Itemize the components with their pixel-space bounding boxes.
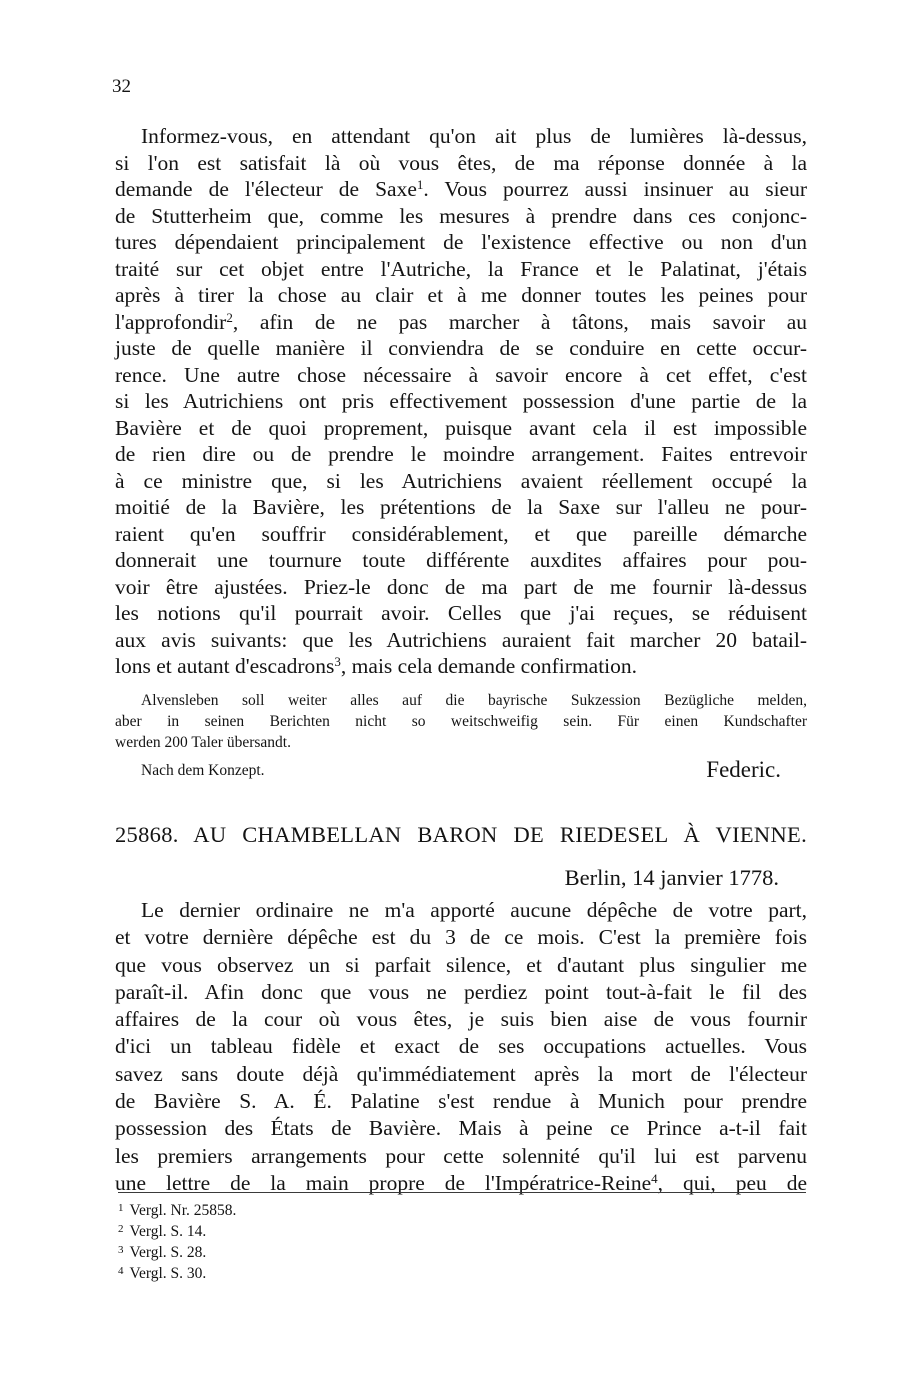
text-line [115, 256, 807, 283]
text-segment: savez sans doute déjà qu'immédiatement après la mort de l'électeur [115, 1061, 807, 1086]
footnote-reference: 2 [226, 309, 233, 325]
text-segment: si l'on est satisfait là où vous êtes, de ma réponse donnée à la [115, 150, 807, 175]
source-and-signature [141, 757, 781, 785]
page-number: 32 [112, 76, 131, 97]
footnote [118, 1219, 518, 1240]
text-segment: Informez-vous, en attendant qu'on ait plus de lumières là-dessus, [141, 124, 807, 148]
text-line [115, 952, 807, 979]
footnote-reference: 1 [416, 177, 424, 192]
text-segment: possession des États de Bavière. Mais à peine ce Prince a-t-il fait [115, 1116, 807, 1141]
text-segment: juste de quelle manière il conviendra de se conduire en cette occur- [115, 336, 807, 360]
text-line [115, 600, 807, 627]
footnote-text: Vergl. S. 30. [129, 1265, 207, 1282]
text-line [115, 229, 807, 256]
text-segment: et votre dernière dépêche est du 3 de ce mois. C'est la première fois [115, 925, 807, 950]
text-segment: de rien dire ou de prendre le moindre arrangement. Faites entrevoir [115, 442, 807, 466]
text-segment: d'ici un tableau fidèle et exact de ses occupations actuelles. Vous [115, 1034, 807, 1059]
text-line [115, 1115, 807, 1142]
german-summary [115, 690, 807, 753]
text-line [115, 415, 807, 442]
text-segment: après à tirer la chose au clair et à me donner toutes les peines pour [115, 283, 807, 307]
text-segment: demande de l'électeur de Saxe [115, 177, 417, 201]
footnote-text: Vergl. S. 28. [129, 1244, 207, 1261]
text-line [115, 574, 807, 601]
text-line [115, 1006, 807, 1033]
footnotes [118, 1198, 518, 1282]
text-segment: affaires de la cour où vous êtes, je suis bien aise de vous fournir [115, 1007, 807, 1032]
text-segment: si les Autrichiens ont pris effectivement possession d'une partie de la [115, 389, 807, 413]
footnote-mark: 1 [118, 1202, 124, 1214]
signature: Federic. [706, 757, 781, 782]
letter-heading: 25868. AU CHAMBELLAN BARON DE RIEDESEL À VIENNE. [115, 822, 807, 847]
text-segment: que vous observez un si parfait silence, et d'autant plus singulier me [115, 952, 807, 977]
text-line [115, 1061, 807, 1088]
letter-body [115, 897, 807, 1197]
text-line [115, 521, 807, 548]
text-line [115, 924, 807, 951]
text-segment: rence. Une autre chose nécessaire à savoir encore à cet effet, c'est [115, 362, 807, 387]
text-line [115, 547, 807, 574]
text-segment: les notions qu'il pourrait avoir. Celles que j'ai reçues, se réduisent [115, 601, 807, 625]
text-segment: aux avis suivants: que les Autrichiens auraient fait marcher 20 batail- [115, 627, 807, 652]
footnote-mark: 4 [118, 1265, 124, 1277]
text-line [115, 123, 807, 150]
footnote-reference: 3 [334, 654, 341, 669]
text-segment: , qui, peu de [657, 1170, 808, 1195]
text-line [115, 1033, 807, 1060]
footnote-mark: 3 [118, 1244, 124, 1256]
text-segment: traité sur cet objet entre l'Autriche, la France et le Palatinat, j'étais [115, 256, 807, 281]
text-line [115, 309, 807, 336]
letter-dateline: Berlin, 14 janvier 1778. [564, 865, 779, 890]
text-line [115, 1088, 807, 1115]
text-line [115, 627, 807, 654]
text-segment: paraît-il. Afin donc que vous ne perdiez point tout-à-fait le fil des [115, 979, 807, 1004]
text-line [115, 388, 807, 415]
summary-line: werden 200 Taler übersandt. [115, 734, 291, 751]
footnote [118, 1240, 518, 1261]
source-note: Nach dem Konzept. [141, 762, 265, 779]
text-line [115, 468, 807, 495]
text-segment: voir être ajustées. Priez-le donc de ma part de me fournir là-dessus [115, 574, 807, 599]
text-segment: l'approfondir [115, 309, 227, 334]
text-segment: , afin de ne pas marcher à tâtons, mais savoir au [232, 309, 807, 334]
text-segment: de Stutterheim que, comme les mesures à prendre dans ces conjonc- [115, 203, 807, 228]
text-line [115, 282, 807, 309]
text-segment: Bavière et de quoi proprement, puisque avant cela il est impossible [115, 415, 807, 440]
summary-line: Alvensleben soll weiter alles auf die bayrische Sukzession Bezügliche melden, [141, 692, 807, 709]
text-segment: donnerait une tournure toute différente auxdites affaires pour pou- [115, 548, 807, 572]
text-segment: raient qu'en souffrir considérablement, et que pareille démarche [115, 521, 807, 546]
text-line [115, 176, 807, 203]
text-segment: lons et autant d'escadrons [115, 654, 335, 678]
text-segment: , mais cela demande confirmation. [340, 654, 638, 678]
text-segment: de Bavière S. A. É. Palatine s'est rendue à Munich pour prendre [115, 1089, 807, 1114]
text-line [115, 1170, 807, 1197]
footnote-divider [118, 1192, 806, 1193]
summary-line: aber in seinen Berichten nicht so weitschweifig sein. Für einen Kundschafter [115, 713, 807, 730]
text-line [115, 203, 807, 230]
text-segment: Le dernier ordinaire ne m'a apporté aucune dépêche de votre part, [141, 898, 807, 922]
text-line [115, 362, 807, 389]
footnote-text: Vergl. Nr. 25858. [129, 1202, 237, 1219]
text-segment: une lettre de la main propre de l'Impératrice-Reine [115, 1170, 652, 1195]
text-line [115, 653, 807, 680]
footnote-reference: 4 [651, 1170, 658, 1186]
text-line [115, 150, 807, 177]
text-line [115, 979, 807, 1006]
footnote [118, 1198, 518, 1219]
text-segment: moitié de la Bavière, les prétentions de la Saxe sur l'alleu ne pour- [115, 495, 807, 519]
footnote [118, 1261, 518, 1282]
text-line [115, 494, 807, 521]
text-line [115, 897, 807, 924]
text-segment: à ce ministre que, si les Autrichiens avaient réellement occupé la [115, 468, 807, 493]
text-line [115, 441, 807, 468]
footnote-text: Vergl. S. 14. [129, 1223, 207, 1240]
text-segment: les premiers arrangements pour cette solennité qu'il lui est parvenu [115, 1143, 807, 1168]
text-segment: tures dépendaient principalement de l'existence effective ou non d'un [115, 230, 807, 254]
text-line [115, 1143, 807, 1170]
footnote-mark: 2 [118, 1223, 124, 1235]
text-segment: . Vous pourrez aussi insinuer au sieur [423, 177, 807, 201]
letter-body-continued [115, 123, 807, 680]
text-line [115, 335, 807, 362]
